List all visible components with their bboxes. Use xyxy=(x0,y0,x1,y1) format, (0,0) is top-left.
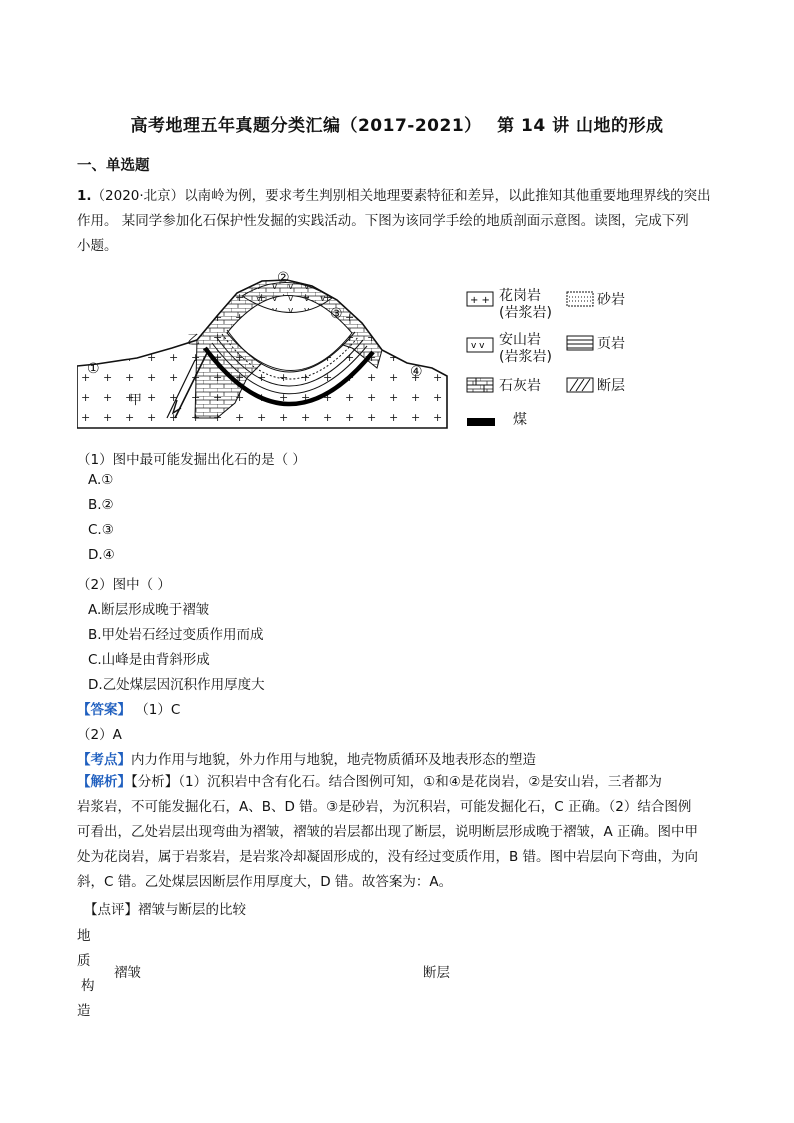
marker-4: ④ xyxy=(410,364,423,380)
answer-tag: 【答案】 xyxy=(77,702,131,718)
comment-line: 【点评】褶皱与断层的比较 xyxy=(84,902,246,918)
section-heading: 一、单选题 xyxy=(77,158,150,174)
svg-text:v v: v v xyxy=(471,341,485,351)
analysis-line-3: 可看出，乙处岩层出现弯曲为褶皱，褶皱的岩层都出现了断层，说明断层形成晚于褶皱，A 正确。图中甲 xyxy=(77,824,699,840)
answer-1: （1）C xyxy=(135,702,181,718)
table-row-header: 地 质 构 造 xyxy=(77,928,95,1019)
legend-andesite-label: 安山岩 (岩浆岩) xyxy=(499,332,552,365)
legend-shale-label: 页岩 xyxy=(597,336,625,352)
sub2-stem: （2）图中（ ） xyxy=(77,577,171,593)
geologic-section-figure xyxy=(77,268,457,437)
table-col-fault: 断层 xyxy=(423,965,450,981)
answer-2: （2）A xyxy=(77,727,122,743)
legend-andesite-swatch xyxy=(466,337,494,357)
intro-line-3: 小题。 xyxy=(77,238,118,254)
label-yi: 乙 xyxy=(187,333,201,348)
question-source: （2020·北京） xyxy=(91,188,185,204)
svg-text:+ +: + + xyxy=(470,295,490,306)
page-title: 高考地理五年真题分类汇编（2017-2021） 第 14 讲 山地的形成 xyxy=(130,116,664,136)
intro-line-2: 作用。 某同学参加化石保护性发掘的实践活动。下图为该同学手绘的地质剖面示意图。读图，完成下列 xyxy=(77,213,689,229)
sub2-option-a: A.断层形成晚于褶皱 xyxy=(88,602,210,618)
legend-coal-label: 煤 xyxy=(513,412,527,428)
sub2-option-b: B.甲处岩石经过变质作用而成 xyxy=(88,627,264,643)
legend-granite-swatch xyxy=(466,291,494,311)
legend-coal-swatch xyxy=(466,415,496,431)
analysis-line-1: 【分析】（1）沉积岩中含有化石。结合图例可知，①和④是花岗岩，②是安山岩，三者都为 xyxy=(131,774,662,790)
sub1-option-b: B.② xyxy=(88,497,114,513)
analysis-tag: 【解析】 xyxy=(77,774,131,790)
analysis-line-2: 岩浆岩，不可能发掘化石，A、B、D 错。③是砂岩，为沉积岩，可能发掘化石，C 正确。（2）结合图例 xyxy=(77,799,692,815)
legend-limestone-label: 石灰岩 xyxy=(499,378,541,394)
analysis-line-4: 处为花岗岩，属于岩浆岩，是岩浆冷却凝固形成的，没有经过变质作用，B 错。图中岩层向下弯曲，为向 xyxy=(77,849,699,865)
question-intro xyxy=(77,184,727,259)
figure-legend xyxy=(466,285,656,435)
answer-line xyxy=(77,698,180,718)
cross-section-diagram xyxy=(77,268,457,433)
kaodian-line xyxy=(77,748,536,768)
analysis-line-5: 斜，C 错。乙处煤层因断层作用厚度大，D 错。故答案为：A。 xyxy=(77,874,453,890)
sub2-option-d: D.乙处煤层因沉积作用厚度大 xyxy=(88,677,265,693)
sub2-option-c: C.山峰是由背斜形成 xyxy=(88,652,210,668)
legend-sandstone-label: 砂岩 xyxy=(597,292,625,308)
analysis-block xyxy=(77,770,737,895)
legend-fault-swatch xyxy=(566,377,594,397)
marker-2: ② xyxy=(277,270,290,286)
marker-1: ① xyxy=(87,361,100,377)
legend-shale-swatch xyxy=(566,335,594,355)
kaodian-tag: 【考点】 xyxy=(77,752,131,768)
intro-line-1: 以南岭为例，要求考生判别相关地理要素特征和差异，以此推知其他重要地理界线的突出 xyxy=(184,188,711,204)
sub1-option-a: A.① xyxy=(88,472,114,488)
sub1-option-d: D.④ xyxy=(88,547,115,563)
legend-fault-label: 断层 xyxy=(597,378,625,394)
question-number: 1. xyxy=(77,188,92,204)
kaodian-text: 内力作用与地貌，外力作用与地貌，地壳物质循环及地表形态的塑造 xyxy=(131,752,536,768)
marker-3: ③ xyxy=(330,306,343,322)
legend-granite-label: 花岗岩 (岩浆岩) xyxy=(499,288,552,321)
legend-limestone-swatch xyxy=(466,377,494,397)
table-col-fold: 褶皱 xyxy=(114,965,141,981)
legend-sandstone-swatch xyxy=(566,291,594,311)
sub1-stem: （1）图中最可能发掘出化石的是（ ） xyxy=(77,452,306,468)
sub1-option-c: C.③ xyxy=(88,522,114,538)
label-jia: 甲 xyxy=(129,393,143,408)
